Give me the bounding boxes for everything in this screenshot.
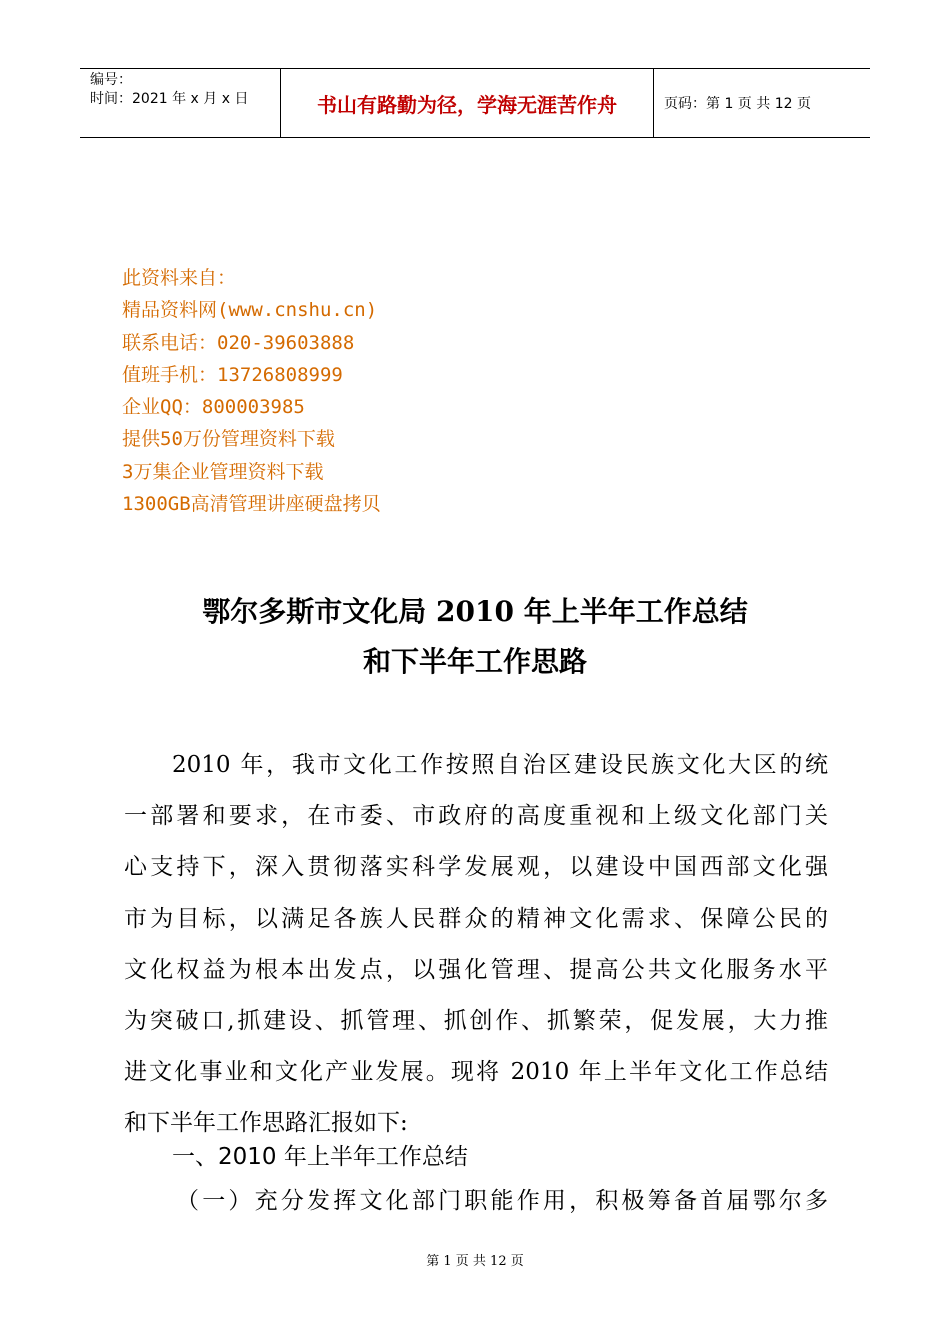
header-motto-cell: [280, 69, 654, 137]
header-meta: [80, 69, 280, 137]
source-line: 值班手机：13726808999: [122, 363, 343, 386]
header-page-info: [654, 69, 870, 137]
document-title-line2: 和下半年工作思路: [362, 645, 587, 678]
source-line: 精品资料网(www.cnshu.cn): [122, 299, 378, 322]
time-label: 时间：2021 年 x 月 x 日: [90, 91, 249, 107]
paragraph-line: 心支持下，深入贯彻落实科学发展观，以建设中国西部文化强: [124, 854, 828, 881]
source-line: 联系电话：020-39603888: [122, 331, 355, 354]
document-title-line1: 鄂尔多斯市文化局 2010 年上半年工作总结: [202, 595, 748, 628]
source-line: 1300GB高清管理讲座硬盘拷贝: [122, 493, 381, 516]
source-line: 企业QQ：800003985: [122, 396, 305, 419]
number-label: 编号：: [90, 72, 132, 88]
source-line: 此资料来自：: [122, 267, 237, 289]
section-heading: 一、2010 年上半年工作总结: [172, 1144, 468, 1170]
motto-text: 书山有路勤为径，学海无涯苦作舟: [317, 92, 617, 117]
paragraph-line: 和下半年工作思路汇报如下:: [124, 1110, 408, 1137]
subsection-heading: （一）充分发挥文化部门职能作用，积极筹备首届鄂尔多: [176, 1188, 828, 1214]
intro-paragraph: [124, 740, 828, 1150]
document-header: [80, 68, 870, 138]
page-footer: 第 1 页 共 12 页: [426, 1254, 524, 1269]
paragraph-line: 2010 年，我市文化工作按照自治区建设民族文化大区的统: [172, 752, 828, 778]
source-info-block: [122, 262, 381, 520]
paragraph-line: 进文化事业和文化产业发展。现将 2010 年上半年文化工作总结: [124, 1059, 828, 1086]
paragraph-line: 文化权益为根本出发点，以强化管理、提高公共文化服务水平: [124, 956, 828, 983]
source-line: 3万集企业管理资料下载: [122, 460, 324, 483]
paragraph-line: 市为目标，以满足各族人民群众的精神文化需求、保障公民的: [124, 905, 828, 932]
page-info-text: 页码：第 1 页 共 12 页: [664, 96, 811, 112]
paragraph-line: 一部署和要求，在市委、市政府的高度重视和上级文化部门关: [124, 803, 828, 830]
paragraph-line: 为突破口,抓建设、抓管理、抓创作、抓繁荣，促发展，大力推: [124, 1007, 828, 1034]
source-line: 提供50万份管理资料下载: [122, 428, 335, 451]
